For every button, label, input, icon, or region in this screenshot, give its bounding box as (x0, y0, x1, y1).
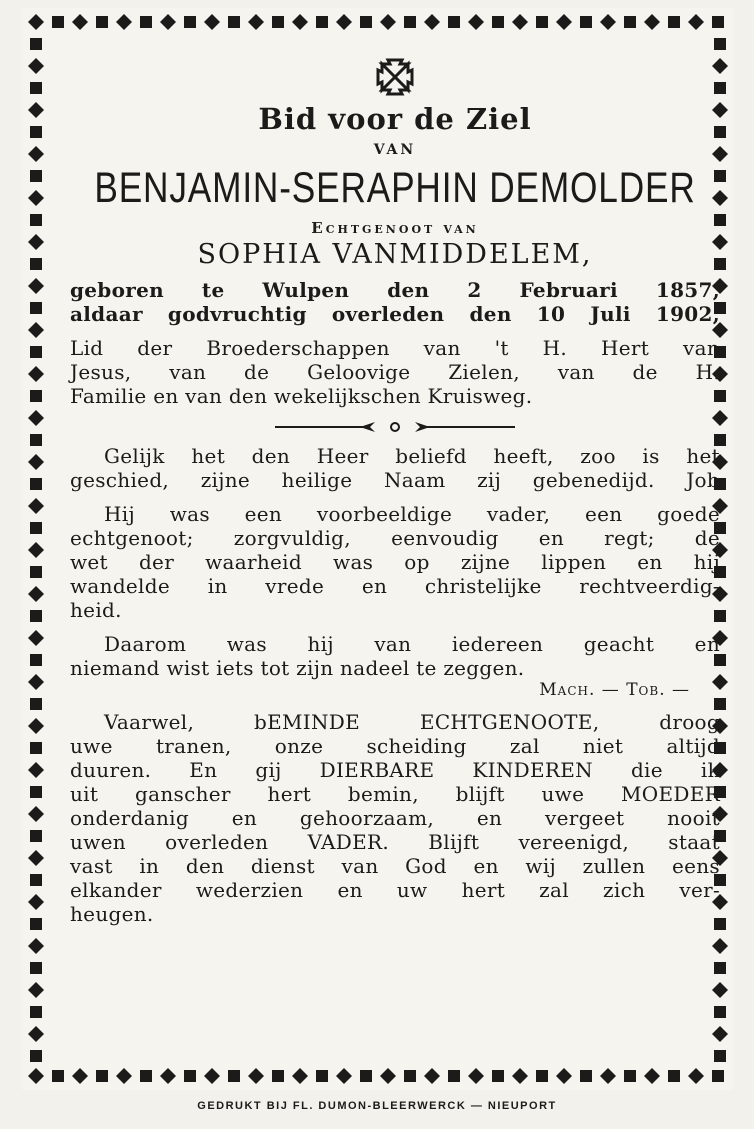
border-ornament (360, 16, 372, 28)
birth-death-info (70, 278, 720, 326)
border-ornament (204, 1068, 220, 1084)
border-ornament (28, 234, 44, 250)
border-ornament (28, 58, 44, 74)
border-ornament (30, 742, 42, 754)
border-ornament (712, 1070, 724, 1082)
memorial-card (22, 8, 734, 1090)
border-ornament (688, 14, 704, 30)
border-ornament (28, 366, 44, 382)
border-ornament (468, 14, 484, 30)
border-ornament (404, 1070, 416, 1082)
spouse-name: SOPHIA VANMIDDELEM, (197, 239, 593, 270)
page-title: Bid voor de Ziel (258, 102, 532, 136)
text-line: Hij was een voorbeeldige vader, een goede (104, 502, 720, 526)
border-ornament (30, 170, 42, 182)
border-ornament (556, 1068, 572, 1084)
border-ornament (712, 1026, 728, 1042)
border-ornament (116, 1068, 132, 1084)
border-ornament (448, 1070, 460, 1082)
border-ornament (30, 874, 42, 886)
text-line: Jesus, van de Geloovige Zielen, van de H. (70, 360, 720, 384)
deceased-name: BENJAMIN-SERAPHIN DEMOLDER (94, 164, 696, 212)
border-ornament (292, 1068, 308, 1084)
border-ornament (28, 850, 44, 866)
border-ornament (228, 1070, 240, 1082)
border-ornament (28, 762, 44, 778)
border-ornament (336, 1068, 352, 1084)
border-ornament (30, 698, 42, 710)
text-line: Vaarwel, bEMINDE ECHTGENOOTE, droog (104, 710, 720, 734)
border-ornament (492, 1070, 504, 1082)
border-ornament (30, 390, 42, 402)
border-ornament (28, 630, 44, 646)
border-ornament (468, 1068, 484, 1084)
border-ornament (714, 962, 726, 974)
text-line: geboren te Wulpen den 2 Februari 1857, (70, 278, 720, 302)
border-ornament (600, 1068, 616, 1084)
border-ornament (28, 586, 44, 602)
border-ornament (272, 16, 284, 28)
border-ornament (512, 14, 528, 30)
border-ornament (30, 302, 42, 314)
border-ornament (580, 16, 592, 28)
border-ornament (30, 830, 42, 842)
text-line: Gelijk het den Heer beliefd heeft, zoo is het (104, 444, 720, 468)
text-line: elkander wederzien en uw hert zal zich ver- (70, 878, 720, 902)
text-line: Familie en van den wekelijkschen Kruisweg. (70, 384, 533, 408)
border-ornament (404, 16, 416, 28)
border-ornament (624, 1070, 636, 1082)
border-ornament (28, 454, 44, 470)
border-ornament (28, 498, 44, 514)
border-ornament (688, 1068, 704, 1084)
border-ornament (714, 38, 726, 50)
border-ornament (140, 1070, 152, 1082)
border-ornament (30, 478, 42, 490)
border-ornament (72, 1068, 88, 1084)
border-ornament (28, 938, 44, 954)
border-ornament (72, 14, 88, 30)
border-ornament (28, 190, 44, 206)
border-ornament (316, 1070, 328, 1082)
border-ornament (380, 1068, 396, 1084)
border-ornament (30, 962, 42, 974)
border-ornament (28, 146, 44, 162)
border-ornament (28, 982, 44, 998)
text-line: uit ganscher hert bemin, blijft uwe MOEDER (70, 782, 720, 806)
border-ornament (160, 1068, 176, 1084)
border-ornament (30, 918, 42, 930)
printer-imprint: GEDRUKT BIJ FL. DUMON-BLEERWERCK — NIEUPORT (197, 1100, 557, 1112)
border-ornament (316, 16, 328, 28)
van-label: VAN (373, 142, 417, 158)
border-ornament (28, 1026, 44, 1042)
border-ornament (28, 278, 44, 294)
border-ornament (536, 1070, 548, 1082)
border-ornament (336, 14, 352, 30)
border-ornament (600, 14, 616, 30)
border-ornament (624, 16, 636, 28)
border-ornament (248, 14, 264, 30)
border-ornament (96, 16, 108, 28)
paragraph-1 (70, 444, 720, 492)
text-line: heid. (70, 598, 122, 622)
text-line: Daarom was hij van iedereen geacht en (104, 632, 720, 656)
border-ornament (116, 14, 132, 30)
border-ornament (424, 14, 440, 30)
border-ornament (360, 1070, 372, 1082)
border-ornament (30, 126, 42, 138)
border-ornament (714, 1006, 726, 1018)
border-ornament (28, 102, 44, 118)
border-ornament (644, 14, 660, 30)
maltese-cross-icon (376, 58, 414, 96)
border-ornament (448, 16, 460, 28)
border-ornament (52, 1070, 64, 1082)
text-line: duuren. En gij DIERBARE KINDEREN die ik (70, 758, 720, 782)
border-ornament (28, 674, 44, 690)
border-ornament (228, 16, 240, 28)
text-line: vast in den dienst van God en wij zullen eens (70, 854, 720, 878)
scripture-reference: Mach. — Tob. — (539, 680, 690, 700)
text-line: uwe tranen, onze scheiding zal niet altijd (70, 734, 720, 758)
spouse-label: Echtgenoot van (311, 219, 479, 237)
border-ornament (30, 522, 42, 534)
border-ornament (248, 1068, 264, 1084)
border-ornament (30, 786, 42, 798)
border-ornament (30, 654, 42, 666)
border-ornament (204, 14, 220, 30)
border-ornament (30, 610, 42, 622)
text-line: echtgenoot; zorgvuldig, eenvoudig en regt; de (70, 526, 720, 550)
text-line: onderdanig en gehoorzaam, en vergeet nooit (70, 806, 720, 830)
border-ornament (160, 14, 176, 30)
text-line: geschied, zijne heilige Naam zij gebenedijd. Job (70, 468, 720, 492)
border-ornament (30, 38, 42, 50)
border-ornament (644, 1068, 660, 1084)
text-line: uwen overleden VADER. Blijft vereenigd, staat (70, 830, 720, 854)
paragraph-3 (70, 632, 720, 680)
border-ornament (512, 1068, 528, 1084)
border-ornament (184, 1070, 196, 1082)
border-ornament (52, 16, 64, 28)
border-ornament (580, 1070, 592, 1082)
border-ornament (536, 16, 548, 28)
border-ornament (492, 16, 504, 28)
border-ornament (712, 16, 724, 28)
divider-ornament-icon (275, 420, 515, 434)
border-ornament (28, 542, 44, 558)
border-ornament (712, 982, 728, 998)
text-line: wandelde in vrede en christelijke rechtveerdig- (70, 574, 720, 598)
text-line: wet der waarheid was op zijne lippen en hij (70, 550, 720, 574)
border-ornament (668, 1070, 680, 1082)
border-ornament (30, 1050, 42, 1062)
paragraph-4 (70, 710, 720, 926)
border-ornament (712, 938, 728, 954)
border-ornament (140, 16, 152, 28)
text-line: Lid der Broederschappen van 't H. Hert van (70, 336, 720, 360)
border-ornament (96, 1070, 108, 1082)
border-ornament (28, 1068, 44, 1084)
border-ornament (30, 566, 42, 578)
border-ornament (668, 16, 680, 28)
border-ornament (28, 718, 44, 734)
border-ornament (28, 322, 44, 338)
border-ornament (30, 258, 42, 270)
paragraph-2 (70, 502, 720, 622)
border-ornament (30, 1006, 42, 1018)
text-line: aldaar godvruchtig overleden den 10 Juli 1902, (70, 302, 720, 326)
membership-info (70, 336, 720, 408)
border-ornament (184, 16, 196, 28)
border-ornament (30, 82, 42, 94)
border-ornament (28, 410, 44, 426)
border-ornament (28, 14, 44, 30)
border-ornament (292, 14, 308, 30)
border-ornament (30, 346, 42, 358)
border-ornament (424, 1068, 440, 1084)
border-ornament (28, 806, 44, 822)
border-ornament (714, 1050, 726, 1062)
text-line: heugen. (70, 902, 154, 926)
border-ornament (556, 14, 572, 30)
border-ornament (30, 214, 42, 226)
text-line: niemand wist iets tot zijn nadeel te zeggen. (70, 656, 525, 680)
card-content (70, 58, 720, 926)
border-ornament (30, 434, 42, 446)
border-ornament (272, 1070, 284, 1082)
border-ornament (28, 894, 44, 910)
border-ornament (380, 14, 396, 30)
